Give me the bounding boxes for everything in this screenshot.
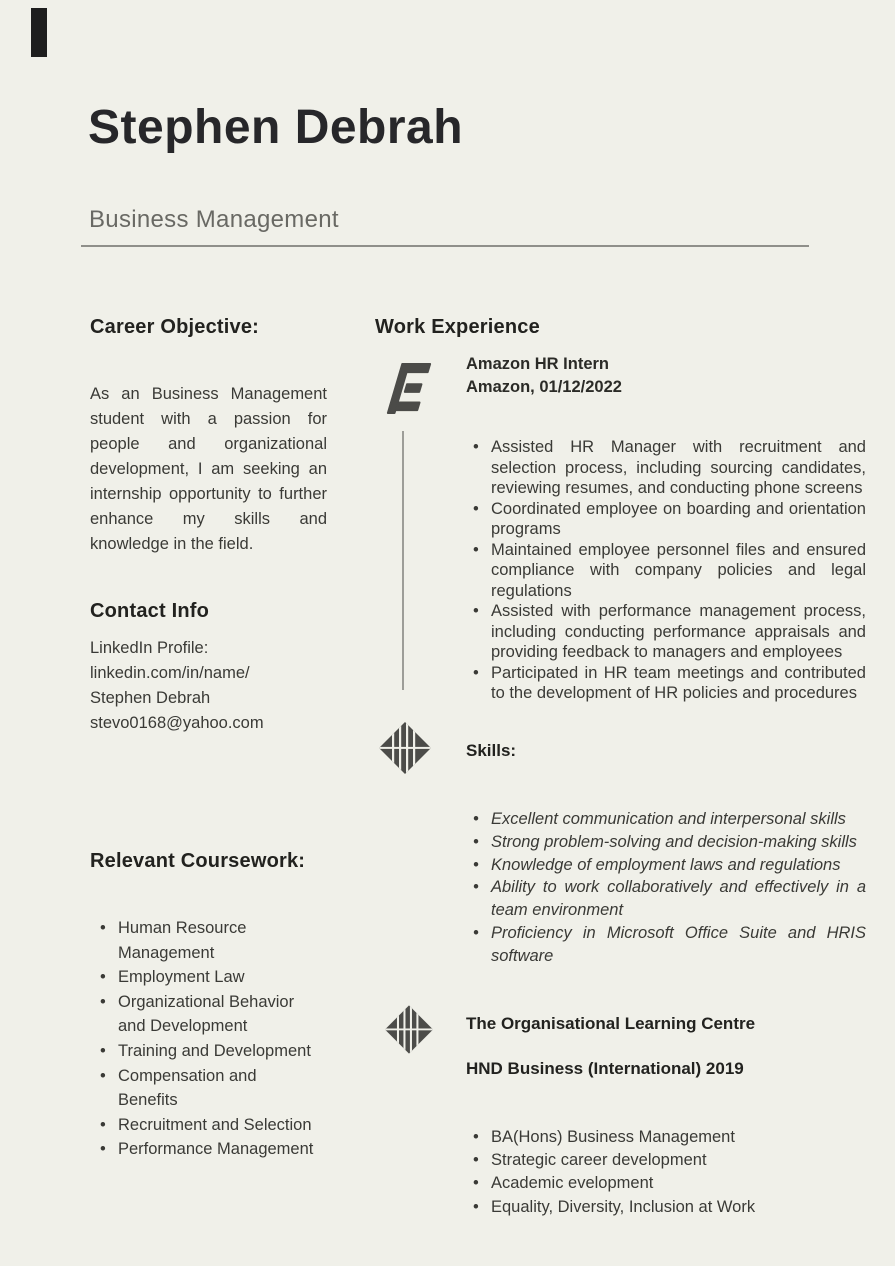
work-experience-item: • Assisted HR Manager with recruitment and selection process, including sourcing candidates, reviewing resumes, and conducting phone screens <box>472 437 866 499</box>
education-item: • Equality, Diversity, Inclusion at Work <box>472 1196 872 1219</box>
skills-list <box>472 808 866 968</box>
work-experience-list <box>472 437 866 704</box>
work-experience-item: • Maintained employee personnel files and ensured compliance with company policies and legal regulations <box>472 540 866 602</box>
contact-line: linkedin.com/in/name/ <box>90 664 250 682</box>
work-experience-item: • Participated in HR team meetings and contributed to the development of HR policies and procedures <box>472 663 866 704</box>
skill-item: • Ability to work collaboratively and effectively in a team environment <box>472 876 866 922</box>
header-divider <box>81 245 809 247</box>
skills-heading: Skills: <box>466 741 517 760</box>
work-experience-item: • Coordinated employee on boarding and orientation programs <box>472 499 866 540</box>
education-item: • Strategic career development <box>472 1149 872 1172</box>
education-item: • Academic evelopment <box>472 1172 872 1195</box>
contact-info-heading: Contact Info <box>90 600 210 622</box>
coursework-item: • Performance Management <box>99 1137 317 1162</box>
coursework-item: • Recruitment and Selection <box>99 1113 317 1138</box>
skill-item: • Proficiency in Microsoft Office Suite and HRIS software <box>472 922 866 968</box>
coursework-heading: Relevant Coursework: <box>90 850 306 872</box>
contact-line: LinkedIn Profile: <box>90 639 209 657</box>
education-list <box>472 1126 872 1219</box>
education-item: • BA(Hons) Business Management <box>472 1126 872 1149</box>
work-experience-item: • Assisted with performance management process, including conducting performance appraisals and providing feedback to managers and employees <box>472 601 866 663</box>
work-experience-heading: Work Experience <box>375 316 540 338</box>
page-corner-mark <box>31 8 47 57</box>
skill-item: • Strong problem-solving and decision-making skills <box>472 831 866 854</box>
diamond-emblem-icon <box>378 721 432 775</box>
job-company-date: Amazon, 01/12/2022 <box>466 377 622 396</box>
timeline-line <box>402 431 404 690</box>
coursework-item: • Organizational Behavior and Development <box>99 990 317 1039</box>
contact-line: Stephen Debrah <box>90 689 211 707</box>
company-e-logo-icon <box>384 360 434 418</box>
education-institution: The Organisational Learning Centre <box>466 1014 756 1033</box>
coursework-item: • Training and Development <box>99 1039 317 1064</box>
career-objective-text: As an Business Management student with a passion for people and organizational development, I am seeking an internship opportunity to further enhance my skills and knowledge in the field. <box>90 385 327 553</box>
career-objective-heading: Career Objective: <box>90 316 260 338</box>
education-qualification: HND Business (International) 2019 <box>466 1059 744 1078</box>
skill-item: • Knowledge of employment laws and regulations <box>472 854 866 877</box>
job-title-block <box>466 353 622 398</box>
contact-line: stevo0168@yahoo.com <box>90 714 264 732</box>
coursework-item: • Compensation and Benefits <box>99 1064 317 1113</box>
job-title: Amazon HR Intern <box>466 355 610 373</box>
contact-info-lines <box>90 636 340 736</box>
person-name: Stephen Debrah <box>88 101 464 154</box>
coursework-list <box>99 916 317 1162</box>
skill-item: • Excellent communication and interpersonal skills <box>472 808 866 831</box>
coursework-item: • Human Resource Management <box>99 916 317 965</box>
diamond-emblem-icon <box>384 1003 434 1056</box>
profession-subtitle: Business Management <box>89 206 339 233</box>
coursework-item: • Employment Law <box>99 965 317 990</box>
